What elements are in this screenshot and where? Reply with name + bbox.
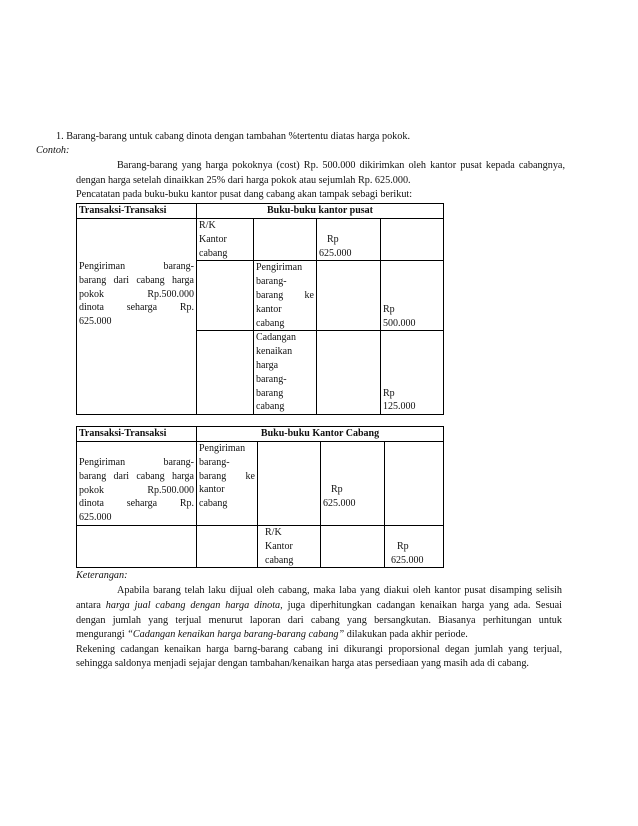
- table-header-buku-pusat: Buku-buku kantor pusat: [197, 204, 444, 219]
- account-rk-kantor-cabang: R/K Kantor cabang: [258, 525, 321, 567]
- account-rk-kantor-cabang: R/K Kantor cabang: [197, 219, 254, 261]
- empty-cell: [197, 525, 258, 567]
- empty-cell: [381, 219, 444, 261]
- table-header-transaksi: Transaksi-Transaksi: [77, 204, 197, 219]
- table-header-buku-cabang: Buku-buku Kantor Cabang: [197, 427, 444, 442]
- empty-cell: [317, 261, 381, 331]
- credit-amount: Rp 500.000: [381, 261, 444, 331]
- paragraph-line: Pencatatan pada buku-buku kantor pusat dang cabang akan tampak sebagi berikut:: [76, 189, 413, 200]
- intro-line: 1. Barang-barang untuk cabang dinota dengan tambahan %tertentu diatas harga pokok.: [56, 131, 410, 142]
- table-header-transaksi: Transaksi-Transaksi: [77, 427, 197, 442]
- paragraph-line: dengan jumlah yang terjual menurut laporan dari cabang yang bersangkutan. Biasanya perhitungan untuk: [76, 615, 562, 626]
- keterangan-label: Keterangan:: [76, 570, 128, 581]
- credit-amount: Rp 125.000: [381, 331, 444, 415]
- empty-cell: [385, 442, 444, 526]
- ledger-table-kantor-cabang: [76, 426, 444, 568]
- ledger-table-kantor-pusat: [76, 203, 444, 415]
- empty-cell: [197, 331, 254, 415]
- debit-amount: Rp 625.000: [321, 442, 385, 526]
- contoh-label: Contoh:: [36, 145, 70, 156]
- debit-amount: Rp 625.000: [317, 219, 381, 261]
- paragraph-line: dengan harga setelah dinaikkan 25% dari harga pokok atau sejumlah Rp. 625.000.: [76, 175, 411, 186]
- account-cadangan: Cadangan kenaikan harga barang- barang cabang: [254, 331, 317, 415]
- paragraph-line: Apabila barang telah laku dijual oleh cabang, maka laba yang diakui oleh kantor pusat disamping selisih: [117, 585, 562, 596]
- empty-cell: [321, 525, 385, 567]
- paragraph-line: Barang-barang yang harga pokoknya (cost) Rp. 500.000 dikirimkan oleh kantor pusat kepada cabangnya,: [117, 160, 565, 171]
- empty-cell: [317, 331, 381, 415]
- paragraph-line: Rekening cadangan kenaikan harga barng-barang cabang ini dikurangi proporsional degan jumlah yang terjual,: [76, 644, 562, 655]
- account-pengiriman: Pengiriman barang- barang ke kantor cabang: [254, 261, 317, 331]
- account-pengiriman: Pengiriman barang- barang ke kantor cabang: [197, 442, 258, 526]
- empty-cell: [77, 525, 197, 567]
- transaction-description: Pengiriman barang- barang dari cabang harga pokok Rp.500.000 dinota seharga Rp. 625.000: [77, 219, 197, 415]
- paragraph-line: mengurangi “Cadangan kenaikan harga barang-barang cabang” dilakukan pada akhir periode.: [76, 629, 468, 640]
- paragraph-line: antara harga jual cabang dengan harga dinota, juga diperhitungkan cadangan kenaikan harga yang ada. Sesuai: [76, 600, 562, 611]
- credit-amount: Rp 625.000: [385, 525, 444, 567]
- transaction-description: Pengiriman barang- barang dari cabang harga pokok Rp.500.000 dinota seharga Rp. 625.000: [77, 442, 197, 526]
- paragraph-line: sehingga saldonya menjadi sejajar dengan tambahan/kenaikan harga atas persediaan yang masih ada di cabang.: [76, 658, 529, 669]
- empty-cell: [254, 219, 317, 261]
- empty-cell: [197, 261, 254, 331]
- empty-cell: [258, 442, 321, 526]
